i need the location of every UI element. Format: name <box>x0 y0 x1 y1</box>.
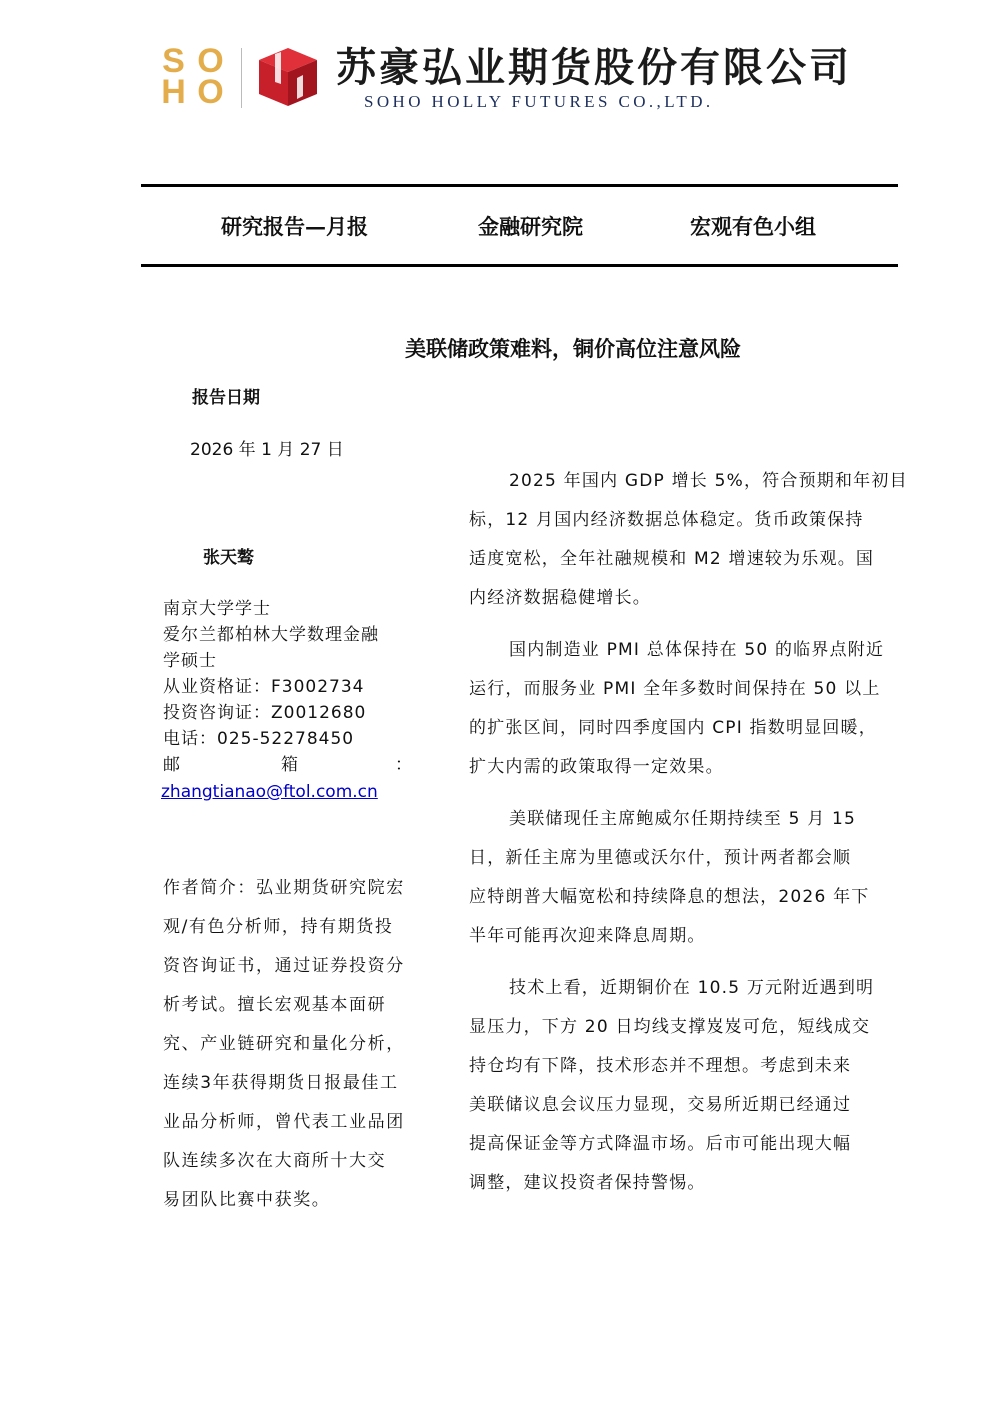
paragraph-line: 的扩张区间，同时四季度国内 CPI 指数明显回暖， <box>469 718 877 738</box>
paragraph-line: 应特朗普大幅宽松和持续降息的想法，2026 年下 <box>469 887 870 907</box>
bio-line: 易团队比赛中获奖。 <box>163 1190 331 1210</box>
soho-letter: O <box>197 42 224 80</box>
bio-line: 队连续多次在大商所十大交 <box>163 1151 387 1171</box>
paragraph-line: 日，新任主席为里德或沃尔什，预计两者都会顺 <box>469 848 852 868</box>
author-bio <box>163 869 417 1220</box>
author-info-line: 学硕士 <box>163 651 217 671</box>
bio-line: 连续3年获得期货日报最佳工 <box>163 1073 399 1093</box>
company-name-cn: 苏豪弘业期货股份有限公司 <box>336 44 852 91</box>
paragraph-line: 标，12 月国内经济数据总体稳定。货币政策保持 <box>469 510 864 530</box>
paragraph-line: 半年可能再次迎来降息周期。 <box>469 926 706 946</box>
email-label-part: 邮 <box>163 755 180 775</box>
email-label-part: 箱 <box>281 755 298 775</box>
body-paragraph <box>469 969 894 1203</box>
paragraph-line: 提高保证金等方式降温市场。后市可能出现大幅 <box>469 1134 852 1154</box>
paragraph-line: 运行，而服务业 PMI 全年多数时间保持在 50 以上 <box>469 679 881 699</box>
bio-line: 业品分析师，曾代表工业品团 <box>163 1112 405 1132</box>
report-title: 美联储政策难料，铜价高位注意风险 <box>405 336 741 361</box>
author-info-line: 爱尔兰都柏林大学数理金融 <box>163 625 379 645</box>
author-info-line: 南京大学学士 <box>163 599 271 619</box>
company-name-en: SOHO HOLLY FUTURES CO.,LTD. <box>364 92 714 111</box>
body-paragraph <box>469 462 908 618</box>
paragraph-line: 国内制造业 PMI 总体保持在 50 的临界点附近 <box>509 640 885 660</box>
report-date-label: 报告日期 <box>192 388 260 408</box>
soho-logo <box>155 42 229 111</box>
bio-line: 资咨询证书，通过证券投资分 <box>163 956 405 976</box>
email-label <box>163 752 412 778</box>
paragraph-line: 显压力，下方 20 日均线支撑岌岌可危，短线成交 <box>469 1017 871 1037</box>
body-paragraph <box>469 800 894 956</box>
paragraph-line: 适度宽松，全年社融规模和 M2 增速较为乐观。国 <box>469 549 875 569</box>
soho-letter: H <box>161 73 186 111</box>
team-name: 宏观有色小组 <box>690 214 816 239</box>
paragraph-line: 2025 年国内 GDP 增长 5%，符合预期和年初目 <box>509 471 908 491</box>
bio-line: 析考试。擅长宏观基本面研 <box>163 995 387 1015</box>
report-type: 研究报告—月报 <box>221 214 368 239</box>
email-link[interactable]: zhangtianao@ftol.com.cn <box>161 782 378 802</box>
bio-line: 究、产业链研究和量化分析， <box>163 1034 405 1054</box>
soho-letter: O <box>197 73 224 111</box>
logo-divider <box>241 48 242 108</box>
author-info-line: 投资咨询证：Z0012680 <box>163 703 367 723</box>
paragraph-line: 内经济数据稳健增长。 <box>469 588 651 608</box>
report-date-value: 2026 年 1 月 27 日 <box>190 440 344 460</box>
paragraph-line: 持仓均有下降，技术形态并不理想。考虑到未来 <box>469 1056 852 1076</box>
soho-letter: S <box>162 42 185 80</box>
paragraph-line: 技术上看，近期铜价在 10.5 万元附近遇到明 <box>509 978 875 998</box>
author-name: 张天骜 <box>203 548 254 568</box>
department: 金融研究院 <box>478 214 583 239</box>
bio-line: 作者简介：弘业期货研究院宏 <box>163 878 405 898</box>
author-info-line: 从业资格证：F3002734 <box>163 677 365 697</box>
bio-line: 观/有色分析师，持有期货投 <box>163 917 394 937</box>
paragraph-line: 调整，建议投资者保持警惕。 <box>469 1173 706 1193</box>
paragraph-line: 扩大内需的政策取得一定效果。 <box>469 757 724 777</box>
header-top-rule <box>141 184 898 187</box>
header-bottom-rule <box>141 264 898 267</box>
author-info-line: 电话：025-52278450 <box>163 729 355 749</box>
holly-cube-logo-icon <box>255 44 321 110</box>
paragraph-line: 美联储现任主席鲍威尔任期持续至 5 月 15 <box>509 809 857 829</box>
body-paragraph <box>469 631 894 787</box>
paragraph-line: 美联储议息会议压力显现，交易所近期已经通过 <box>469 1095 852 1115</box>
email-label-part: ： <box>395 755 412 775</box>
